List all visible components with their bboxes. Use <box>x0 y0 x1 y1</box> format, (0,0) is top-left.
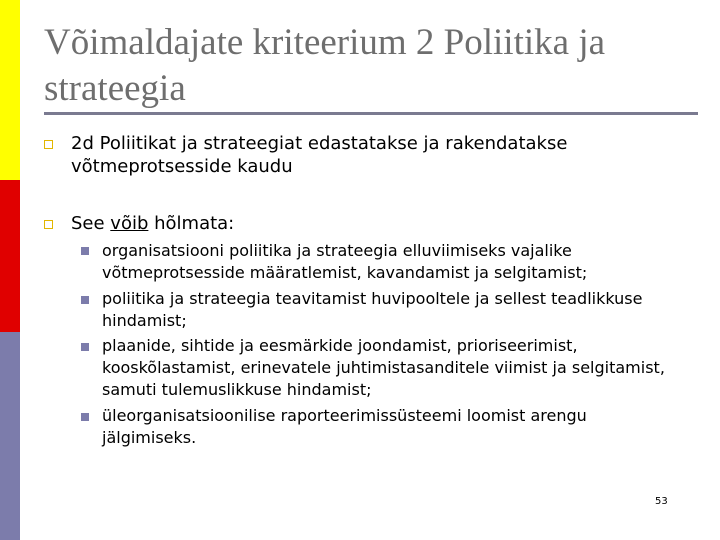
square-bullet-icon <box>44 140 53 149</box>
square-bullet-icon <box>44 220 53 229</box>
sub-bullet-text: plaanide, sihtide ja eesmärkide joondamist, prioriseerimist, kooskõlastamist, erinevatele juhtimistasanditele viimist ja selgitamist, samuti tulemuslikkuse hindamist; <box>102 336 665 399</box>
small-square-bullet-icon <box>81 296 89 304</box>
slide-title: Võimaldajate kriteerium 2 Poliitika ja strateegia <box>44 22 606 109</box>
bullet-text-emphasis: võib <box>110 213 149 234</box>
left-bar-red <box>0 180 20 332</box>
bullet-text-prefix: See <box>71 213 111 234</box>
bullet-text: 2d Poliitikat ja strateegiat edastatakse ja rakendatakse võtmeprotsesside kaudu <box>71 133 568 177</box>
page-number: 53 <box>655 496 668 507</box>
title-divider <box>44 112 698 115</box>
sub-bullet-text: poliitika ja strateegia teavitamist huvipooltele ja sellest teadlikkuse hindamist; <box>102 289 643 330</box>
small-square-bullet-icon <box>81 413 89 421</box>
sub-bullet-text: üleorganisatsioonilise raporteerimissüsteemi loomist arengu jälgimiseks. <box>102 406 587 447</box>
sub-bullet-text: organisatsiooni poliitika ja strateegia elluviimiseks vajalike võtmeprotsesside määratlemist, kavandamist ja selgitamist; <box>102 241 588 282</box>
bullet-text-suffix: hõlmata: <box>148 213 235 234</box>
bullet-text <box>71 212 671 235</box>
small-square-bullet-icon <box>81 247 89 255</box>
left-bar-purple <box>0 332 20 540</box>
left-bar-yellow <box>0 0 20 180</box>
small-square-bullet-icon <box>81 343 89 351</box>
